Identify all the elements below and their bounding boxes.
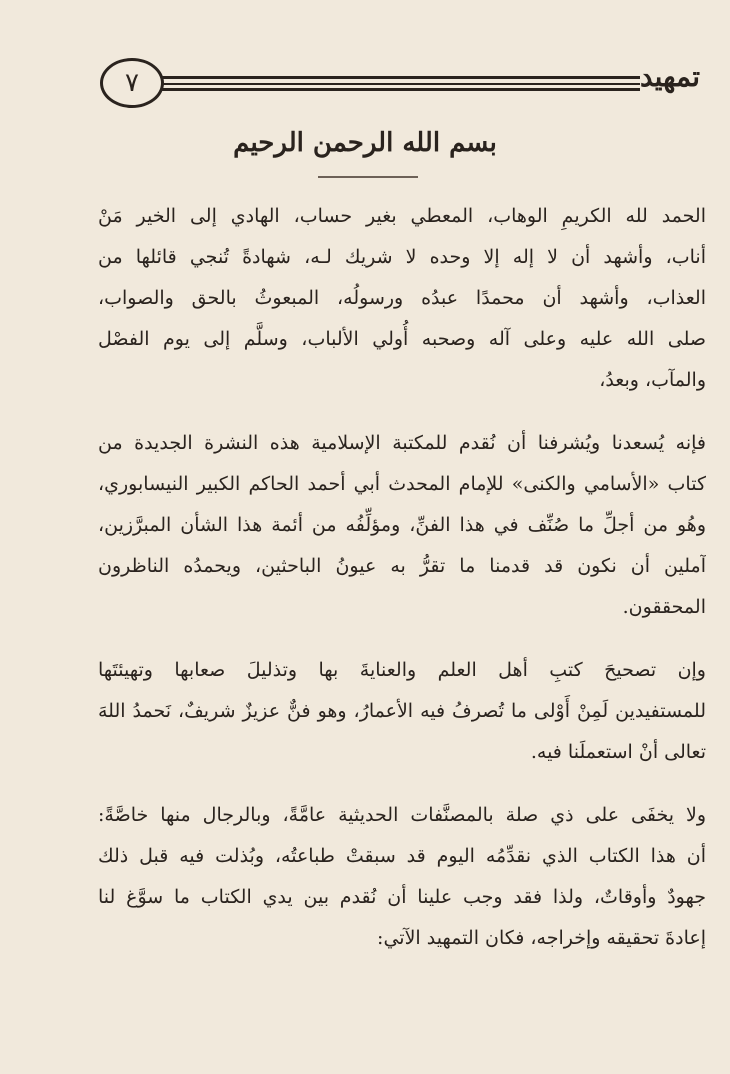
text-line: جهودٌ وأوقاتٌ، ولذا فقد وجب علينا أن نُقدم بين يدي الكتاب ما سوَّغ لنا — [98, 886, 706, 908]
text-line: تعالى أنْ استعملَنا فيه. — [530, 741, 706, 763]
text-line: وهُو من أجلِّ ما صُنِّف في هذا الفنِّ، ومؤلِّفُه من أئمة هذا الشأن المبرَّزين، — [98, 514, 706, 536]
text-line: والمآب، وبعدُ، — [599, 369, 706, 391]
text-line: أن هذا الكتاب الذي نقدِّمُه اليوم قد سبقتْ طباعتُه، وبُذلت فيه قبل ذلك — [98, 845, 706, 867]
basmala-ornament — [318, 176, 418, 178]
text-line: للمستفيدين لَمِنْ أَوْلى ما تُصرفُ فيه الأعمارُ، وهو فنٌّ عزيزٌ شريفٌ، نَحمدُ اللهَ — [98, 700, 706, 722]
text-line: العذاب، وأشهد أن محمدًا عبدُه ورسولُه، المبعوثُ بالحق والصواب، — [98, 287, 706, 309]
header-rule — [162, 88, 640, 91]
header-rule — [162, 76, 640, 79]
text-line: وإن تصحيحَ كتبِ أهل العلم والعنايةَ بها وتذليلَ صعابها وتهيئتَها — [98, 659, 706, 681]
text-line: أناب، وأشهد أن لا إله إلا وحده لا شريك لـه، شهادةً تُنجي قائلها من — [98, 246, 706, 268]
text-line: إعادةَ تحقيقه وإخراجه، فكان التمهيد الآتي: — [377, 927, 706, 949]
text-line: فإنه يُسعدنا ويُشرفنا أن نُقدم للمكتبة الإسلامية هذه النشرة الجديدة من — [98, 432, 706, 454]
paragraph — [98, 650, 706, 773]
paragraph — [98, 795, 706, 959]
text-line: كتاب «الأسامي والكنى» للإمام المحدث أبي أحمد الحاكم الكبير النيسابوري، — [98, 473, 706, 495]
page-header — [100, 58, 700, 110]
basmala-heading: بسم الله الرحمن الرحيم — [233, 128, 497, 158]
text-line: صلى الله عليه وعلى آله وصحبه أُولي الألباب، وسلَّم إلى يوم الفصْل — [98, 328, 706, 350]
text-line: آملين أن نكون قد قدمنا ما تقرُّ به عيونُ الباحثين، ويحمدُه الناظرون — [98, 555, 706, 577]
text-line: المحققون. — [622, 596, 706, 618]
page-number: ٧ — [100, 58, 164, 108]
text-line: الحمد لله الكريمِ الوهاب، المعطي بغير حساب، الهادي إلى الخير مَنْ — [98, 205, 706, 227]
body-text — [98, 196, 706, 959]
section-label: تمهيد — [639, 60, 700, 93]
header-rule — [162, 83, 640, 85]
paragraph — [98, 423, 706, 628]
text-line: ولا يخفَى على ذي صلة بالمصنَّفات الحديثية عامَّةً، وبالرجال منها خاصَّةً: — [98, 804, 706, 826]
paragraph — [98, 196, 706, 401]
